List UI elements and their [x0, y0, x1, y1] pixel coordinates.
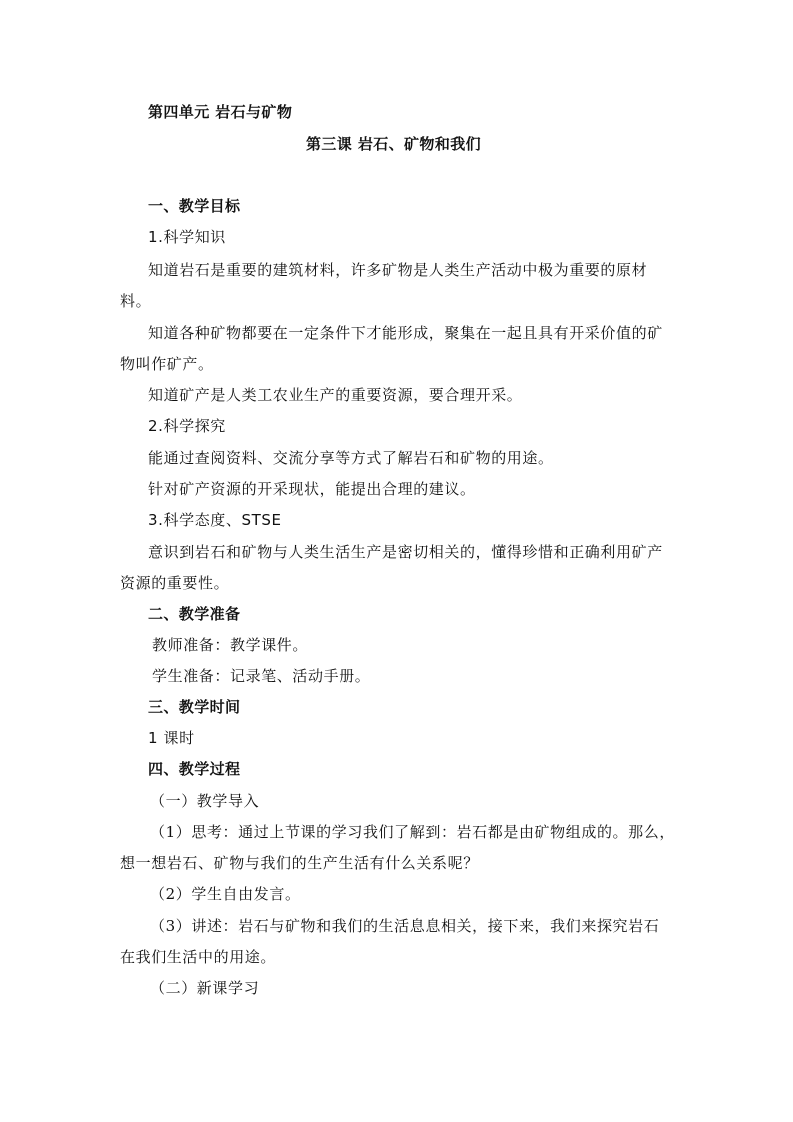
- paragraph-line: 物叫作矿产。: [120, 355, 214, 373]
- paragraph-line: 资源的重要性。: [120, 574, 230, 592]
- subheading-knowledge: 1.科学知识: [148, 228, 226, 246]
- paragraph-line: 知道矿产是人类工农业生产的重要资源，要合理开采。: [148, 386, 523, 404]
- section-heading-time: 三、教学时间: [148, 698, 241, 716]
- paragraph-line: （2）学生自由发言。: [150, 885, 301, 903]
- unit-title: 第四单元 岩石与矿物: [148, 103, 293, 121]
- paragraph-line: （3）讲述：岩石与矿物和我们的生活息息相关，接下来，我们来探究岩石: [150, 917, 660, 935]
- section-heading-preparation: 二、教学准备: [148, 605, 241, 623]
- section-heading-objectives: 一、教学目标: [148, 197, 241, 215]
- paragraph-line: 料。: [120, 292, 152, 310]
- paragraph-line: 知道各种矿物都要在一定条件下才能形成，聚集在一起且具有开采价值的矿: [148, 324, 663, 342]
- paragraph-line: 针对矿产资源的开采现状，能提出合理的建议。: [148, 480, 476, 498]
- section-heading-process: 四、教学过程: [148, 760, 241, 778]
- student-preparation: 学生准备：记录笔、活动手册。: [152, 667, 371, 685]
- subheading-attitude: 3.科学态度、STSE: [148, 511, 282, 529]
- teaching-time-value: 1 课时: [148, 729, 195, 747]
- teacher-preparation: 教师准备：教学课件。: [152, 636, 309, 654]
- paragraph-line: 能通过查阅资料、交流分享等方式了解岩石和矿物的用途。: [148, 449, 554, 467]
- paragraph-line: 意识到岩石和矿物与人类生活生产是密切相关的，懂得珍惜和正确利用矿产: [148, 543, 663, 561]
- subheading-new-lesson: （二）新课学习: [150, 979, 260, 997]
- subheading-intro: （一）教学导入: [150, 792, 260, 810]
- paragraph-line: （1）思考：通过上节课的学习我们了解到：岩石都是由矿物组成的。那么，: [150, 823, 675, 841]
- lesson-title: 第三课 岩石、矿物和我们: [306, 135, 482, 153]
- paragraph-line: 想一想岩石、矿物与我们的生产生活有什么关系呢？: [120, 854, 479, 872]
- subheading-inquiry: 2.科学探究: [148, 417, 226, 435]
- paragraph-line: 在我们生活中的用途。: [120, 948, 277, 966]
- paragraph-line: 知道岩石是重要的建筑材料，许多矿物是人类生产活动中极为重要的原材: [148, 261, 648, 279]
